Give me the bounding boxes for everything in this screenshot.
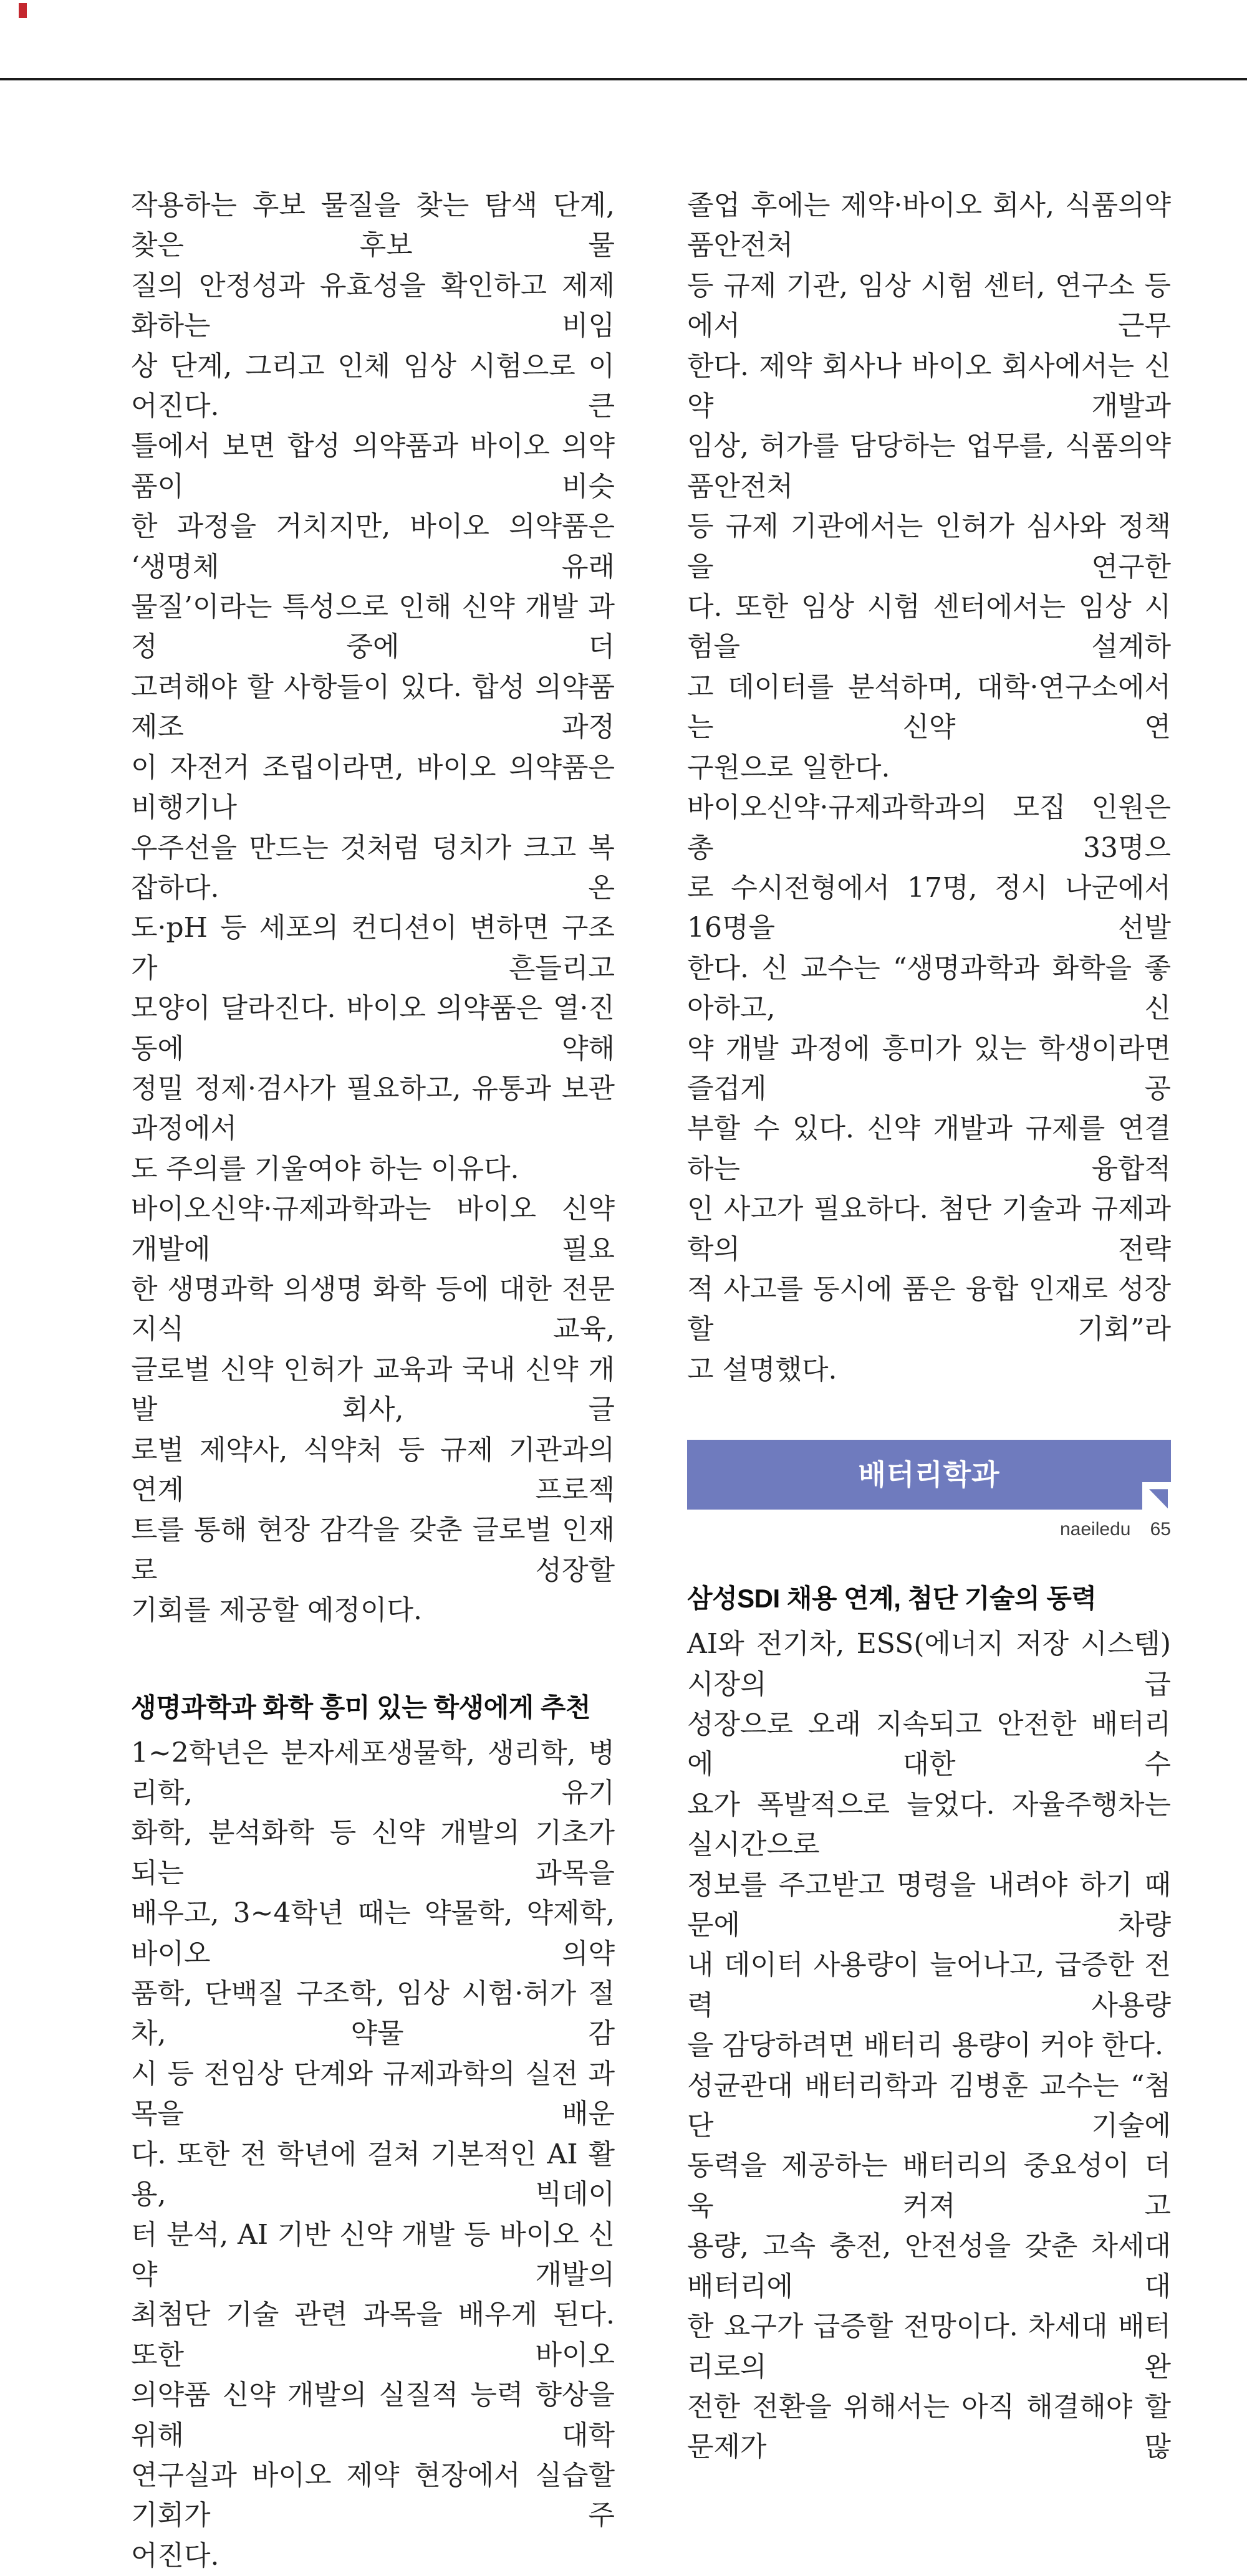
text-line: 고 데이터를 분석하며, 대학·연구소에서는 신약 연 [687,671,1171,744]
text-line: 바이오신약·규제과학과는 바이오 신약 개발에 필요 [131,1193,615,1265]
text-line: 한 생명과학 의생명 화학 등에 대한 전문 지식 교육, [131,1273,615,1346]
text-line: 틀에서 보면 합성 의약품과 바이오 의약품이 비슷 [131,430,615,502]
text-line: 한다. 신 교수는 “생명과학과 화학을 좋아하고, 신 [687,952,1171,1025]
text-line: 최첨단 기술 관련 과목을 배우게 된다. 또한 바이오 [131,2299,615,2371]
text-line: 모양이 달라진다. 바이오 의약품은 열·진동에 약해 [131,992,615,1065]
text-line: 질의 안정성과 유효성을 확인하고 제제화하는 비임 [131,269,615,342]
text-line: 한다. 제약 회사나 바이오 회사에서는 신약 개발과 [687,350,1171,423]
top-rule [0,78,1247,80]
text-line: 상 단계, 그리고 인체 임상 시험으로 이어진다. 큰 [131,350,615,423]
text-line: 글로벌 신약 인허가 교육과 국내 신약 개발 회사, 글 [131,1353,615,1426]
text-line: 한 요구가 급증할 전망이다. 차세대 배터리로의 완 [687,2310,1171,2383]
text-line: 트를 통해 현장 감각을 갖춘 글로벌 인재로 성장할 [131,1514,615,1586]
right-column [687,186,1171,2468]
text-line: 성장으로 오래 지속되고 안전한 배터리에 대한 수 [687,1708,1171,1781]
left-column [131,186,615,2576]
text-line: 1~2학년은 분자세포생물학, 생리학, 병리학, 유기 [131,1736,615,1809]
paragraph [131,1189,615,1630]
text-line: 도·pH 등 세포의 컨디션이 변하면 구조가 흔들리고 [131,912,615,984]
text-line: 바이오신약·규제과학과의 모집 인원은 총 33명으 [687,792,1171,864]
paragraph [687,2066,1171,2468]
footer-brand: naeiledu [1060,1519,1131,1539]
text-line: 용량, 고속 충전, 안전성을 갖춘 차세대 배터리에 대 [687,2230,1171,2302]
text-line: 등 규제 기관, 임상 시험 센터, 연구소 등에서 근무 [687,269,1171,342]
text-line: 배우고, 3~4학년 때는 약물학, 약제학, 바이오 의약 [131,1897,615,1970]
text-line: 작용하는 후보 물질을 찾는 탐색 단계, 찾은 후보 물 [131,189,615,262]
text-line: 터 분석, AI 기반 신약 개발 등 바이오 신약 개발의 [131,2218,615,2291]
text-line: 정보를 주고받고 명령을 내려야 하기 때문에 차량 [687,1869,1171,1942]
text-line: 등 규제 기관에서는 인허가 심사와 정책을 연구한 [687,510,1171,583]
text-line: 한 과정을 거치지만, 바이오 의약품은 ‘생명체 유래 [131,510,615,583]
text-line: 부할 수 있다. 신약 개발과 규제를 연결하는 융합적 [687,1113,1171,1185]
text-line: 졸업 후에는 제약·바이오 회사, 식품의약품안전처 [687,189,1171,262]
paragraph [131,1733,615,2576]
text-line: 고 설명했다. [687,1353,837,1386]
page-number: 65 [1150,1519,1171,1539]
text-line: 정밀 정제·검사가 필요하고, 유통과 보관 과정에서 [131,1072,615,1145]
text-line: 화학, 분석화학 등 신약 개발의 기초가 되는 과목을 [131,1817,615,1889]
text-line: 성균관대 배터리학과 김병훈 교수는 “첨단 기술에 [687,2069,1171,2142]
text-line: 기회를 제공할 예정이다. [131,1594,422,1627]
text-line: 을 감당하려면 배터리 용량이 커야 한다. [687,2029,1163,2062]
text-line: 전한 전환을 위해서는 아직 해결해야 할 문제가 많 [687,2390,1171,2463]
text-line: 약 개발 과정에 흥미가 있는 학생이라면 즐겁게 공 [687,1032,1171,1104]
text-line: 다. 또한 전 학년에 걸쳐 기본적인 AI 활용, 빅데이 [131,2138,615,2211]
paragraph [131,186,615,1189]
text-line: 인 사고가 필요하다. 첨단 기술과 규제과학의 전략 [687,1193,1171,1265]
text-line: 내 데이터 사용량이 늘어나고, 급증한 전력 사용량 [687,1949,1171,2021]
section-heading: 생명과학과 화학 흥미 있는 학생에게 추천 [131,1692,591,1722]
banner-title: 배터리학과 [858,1458,1000,1491]
text-line: 요가 폭발적으로 늘었다. 자율주행차는 실시간으로 [687,1788,1171,1861]
text-line: 의약품 신약 개발의 실질적 능력 향상을 위해 대학 [131,2379,615,2451]
text-line: 고려해야 할 사항들이 있다. 합성 의약품 제조 과정 [131,671,615,744]
folded-corner [1142,1482,1171,1510]
text-line: 연구실과 바이오 제약 현장에서 실습할 기회가 주 [131,2459,615,2532]
text-line: 도 주의를 기울여야 하는 이유다. [131,1152,519,1185]
text-line: 품학, 단백질 구조학, 임상 시험·허가 절차, 약물 감 [131,1978,615,2050]
paragraph [687,1624,1171,2066]
red-accent-mark [19,3,27,18]
text-line: 다. 또한 임상 시험 센터에서는 임상 시험을 설계하 [687,591,1171,663]
text-line: 구원으로 일한다. [687,751,890,783]
text-line: 로 수시전형에서 17명, 정시 나군에서 16명을 선발 [687,871,1171,944]
text-line: 적 사고를 동시에 품은 융합 인재로 성장할 기회”라 [687,1273,1171,1346]
text-line: 이 자전거 조립이라면, 바이오 의약품은 비행기나 [131,751,615,824]
text-line: AI와 전기차, ESS(에너지 저장 시스템) 시장의 급 [687,1628,1171,1700]
text-line: 우주선을 만드는 것처럼 덩치가 크고 복잡하다. 온 [131,831,615,904]
paragraph [687,186,1171,788]
text-line: 로벌 제약사, 식약처 등 규제 기관과의 연계 프로젝 [131,1434,615,1506]
text-line: 동력을 제공하는 배터리의 중요성이 더욱 커져 고 [687,2150,1171,2222]
paragraph [687,788,1171,1390]
text-line: 물질’이라는 특성으로 인해 신약 개발 과정 중에 더 [131,591,615,663]
folded-corner-triangle-icon [1149,1489,1168,1508]
text-line: 어진다. [131,2539,219,2572]
text-line: 임상, 허가를 담당하는 업무를, 식품의약품안전처 [687,430,1171,502]
section-heading: 삼성SDI 채용 연계, 첨단 기술의 동력 [687,1584,1097,1614]
page-footer [1060,1519,1171,1540]
text-line: 시 등 전임상 단계와 규제과학의 실전 과목을 배운 [131,2057,615,2130]
department-banner [687,1440,1171,1510]
